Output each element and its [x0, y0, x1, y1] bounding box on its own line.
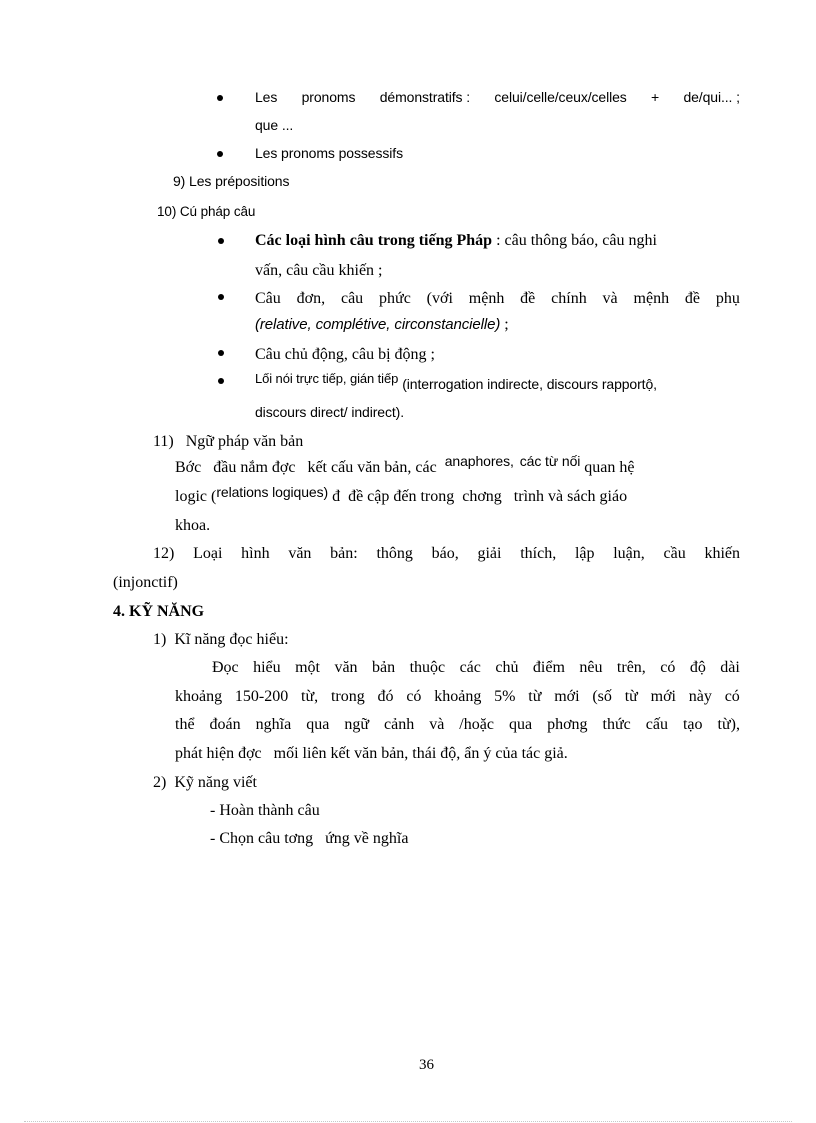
- word: cấu: [645, 716, 668, 733]
- word: Đọc: [212, 659, 239, 676]
- word: và: [429, 716, 445, 733]
- item-11-line2: [175, 484, 628, 506]
- semicolon: ;: [500, 316, 509, 333]
- word: cảnh: [383, 716, 415, 733]
- item-11-anaphores: anaphores,: [444, 453, 514, 469]
- item-10-syntax: 10) Cú pháp câu: [157, 204, 256, 219]
- word: 5%: [494, 688, 516, 705]
- word: văn: [334, 659, 358, 676]
- word: chính: [551, 290, 587, 307]
- skill-1-line4: phát hiện đợc mối liên kết văn bản, thái độ, ẩn ý của tác giả.: [175, 745, 568, 762]
- word: qua: [508, 716, 533, 733]
- bullet-icon: [217, 95, 223, 101]
- word: khiến: [704, 545, 740, 562]
- word: mới: [554, 688, 580, 705]
- word: văn: [288, 545, 312, 562]
- item-11-l1-a: Bớc đầu nắm đợc kết cấu văn bản, các: [175, 459, 437, 476]
- loai-hinh-cau-bold: Các loại hình câu trong tiếng Pháp: [255, 232, 493, 249]
- word: chủ: [495, 659, 519, 676]
- word: từ: [624, 688, 638, 705]
- section-4-heading: 4. KỸ NĂNG: [113, 603, 205, 620]
- skill-1-heading: 1) Kĩ năng đọc hiểu:: [153, 631, 289, 648]
- loai-hinh-cau-line2: vấn, câu cầu khiến ;: [255, 262, 383, 279]
- word: khoảng: [434, 688, 482, 705]
- word: đó: [377, 688, 394, 705]
- word: các: [459, 659, 481, 676]
- word: từ: [528, 688, 542, 705]
- word: celui/celle/ceux/celles: [494, 89, 627, 105]
- pronoms-demonstratifs-line1: [255, 89, 740, 105]
- item-12-line1: [153, 545, 740, 563]
- bullet-icon: [218, 294, 224, 300]
- item-11-l2-a: logic (: [175, 488, 217, 505]
- word: phức: [379, 290, 411, 307]
- word: (với: [426, 290, 453, 307]
- cau-don-line2: [255, 316, 509, 334]
- skill-1-line2: [175, 688, 740, 706]
- bullet-icon: [217, 151, 223, 157]
- word: thức: [602, 716, 631, 733]
- item-12-line2: (injonctif): [113, 574, 178, 591]
- word: luận,: [613, 545, 645, 562]
- word: de/qui... ;: [683, 89, 740, 105]
- word: pronoms: [301, 89, 356, 105]
- word: thích,: [520, 545, 557, 562]
- word: nghĩa: [255, 716, 292, 733]
- word: hình: [241, 545, 270, 562]
- bullet-icon: [218, 350, 224, 356]
- item-11-title: Ngữ pháp văn bản: [185, 433, 304, 450]
- word: đoán: [209, 716, 241, 733]
- item-11-line3: khoa.: [175, 517, 211, 534]
- loai-hinh-cau-line1: [255, 232, 657, 250]
- word: giải: [477, 545, 502, 562]
- word: tạo: [682, 716, 703, 733]
- word: câu: [340, 290, 364, 307]
- item-11-relations: relations logiques): [216, 484, 329, 500]
- word: có: [406, 688, 422, 705]
- page-number: 36: [419, 1057, 434, 1073]
- word: thông: [376, 545, 413, 562]
- footer-dotted-rule: [24, 1121, 792, 1122]
- loai-hinh-cau-rest: : câu thông báo, câu nghi: [492, 232, 657, 249]
- loi-noi-line2: discours direct/ indirect).: [255, 404, 405, 420]
- word: phụ: [715, 290, 740, 307]
- word: khoảng: [175, 688, 223, 705]
- skill-2-heading: 2) Kỹ năng viết: [153, 774, 257, 791]
- word: phơng: [547, 716, 588, 733]
- word: (số: [592, 688, 612, 705]
- cau-don-line1: [255, 290, 740, 308]
- word: đề: [684, 290, 701, 307]
- item-11-number: 11): [153, 433, 174, 450]
- word: dài: [720, 659, 740, 676]
- word: điểm: [532, 659, 565, 676]
- skill-2-item-a: - Hoàn thành câu: [210, 802, 320, 819]
- word: 12): [153, 545, 175, 562]
- word: độ: [689, 659, 706, 676]
- item-11-cac-tu-noi: các từ nối: [519, 453, 581, 469]
- item-9-prepositions: 9) Les prépositions: [173, 173, 290, 189]
- word: hiểu: [253, 659, 281, 676]
- skill-2-item-b: - Chọn câu tơng ứng về nghĩa: [210, 830, 409, 847]
- word: Câu: [255, 290, 281, 307]
- word: mệnh: [633, 290, 670, 307]
- word: từ,: [301, 688, 319, 705]
- word: thể: [175, 716, 195, 733]
- item-11-l2-c: đ đề cập đến trong chơng trình và sách giáo: [332, 488, 628, 505]
- word: Les: [255, 89, 278, 105]
- word: qua: [306, 716, 330, 733]
- word: bản: [372, 659, 396, 676]
- word: bản:: [330, 545, 358, 562]
- item-11-line1: [175, 453, 635, 477]
- word: lập: [574, 545, 595, 562]
- word: có: [724, 688, 740, 705]
- skill-1-line1: [212, 659, 740, 677]
- word: báo,: [431, 545, 459, 562]
- bullet-icon: [218, 238, 224, 244]
- item-11-quan-he: quan hệ: [584, 459, 635, 476]
- word: nêu: [579, 659, 603, 676]
- word: một: [295, 659, 320, 676]
- loi-noi-paren: (interrogation indirecte, discours rapportộ,: [402, 376, 657, 392]
- word: mệnh: [468, 290, 505, 307]
- word: cầu: [663, 545, 686, 562]
- word: trong: [330, 688, 365, 705]
- relative-list: (relative, complétive, circonstancielle): [255, 316, 501, 333]
- item-11-header: [153, 433, 303, 451]
- loi-noi-line1: [255, 370, 657, 392]
- word: /hoặc: [459, 716, 494, 733]
- word: démonstratifs :: [379, 89, 471, 105]
- cau-chu-dong: Câu chủ động, câu bị động ;: [255, 346, 435, 363]
- word: và: [602, 290, 618, 307]
- pronoms-demonstratifs-line2: que ...: [255, 117, 294, 133]
- word: ngữ: [344, 716, 369, 733]
- bullet-icon: [218, 378, 224, 384]
- word: này: [688, 688, 712, 705]
- word: 150-200: [234, 688, 289, 705]
- word: mới: [650, 688, 676, 705]
- word: +: [651, 89, 660, 105]
- loi-noi-text: Lối nói trực tiếp, gián tiếp: [255, 371, 399, 386]
- word: trên,: [616, 659, 646, 676]
- word: Loại: [193, 545, 223, 562]
- word: đề: [520, 290, 536, 307]
- pronoms-possessifs: Les pronoms possessifs: [255, 145, 403, 161]
- word: thuộc: [409, 659, 446, 676]
- skill-1-line3: [175, 716, 740, 734]
- word: từ),: [717, 716, 740, 733]
- word: có: [660, 659, 676, 676]
- word: đơn,: [296, 290, 326, 307]
